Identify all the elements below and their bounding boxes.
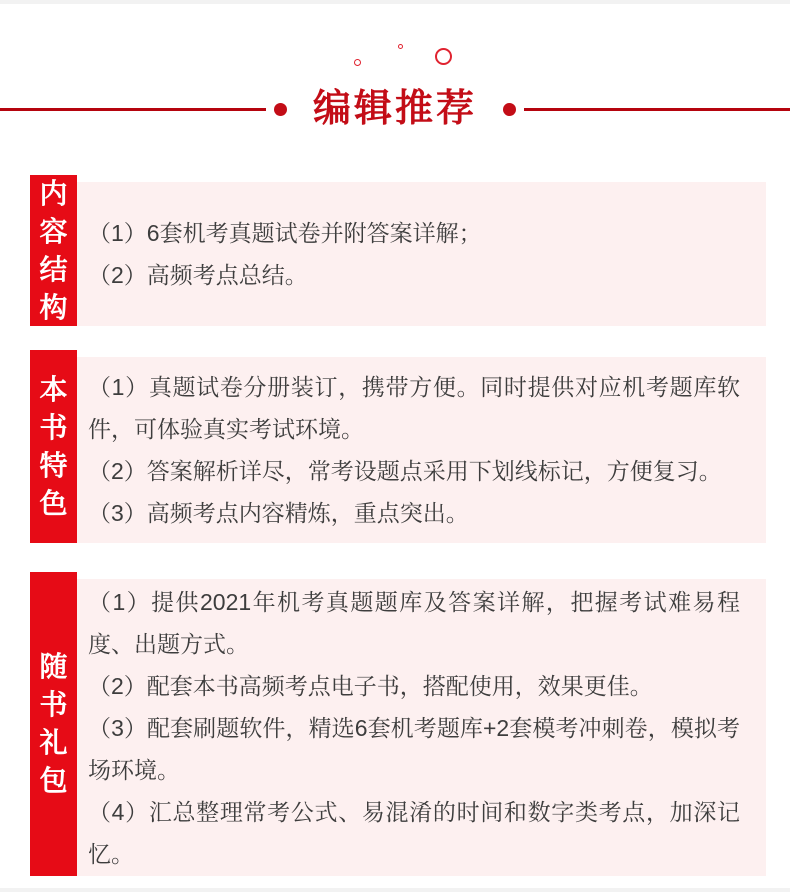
section-gift-package — [30, 579, 766, 876]
page-title: 编辑推荐 — [313, 88, 478, 130]
title-rule-right — [524, 108, 790, 111]
paragraph: （1）6套机考真题试卷并附答案详解； — [88, 220, 482, 246]
paragraph: （1）真题试卷分册装订，携带方便。同时提供对应机考题库软件，可体验真实考试环境。 — [88, 374, 740, 442]
paragraph: （2）配套本书高频考点电子书，搭配使用，效果更佳。 — [88, 672, 653, 699]
top-edge-strip — [0, 0, 790, 4]
section-book-features — [30, 357, 766, 543]
paragraph: （4）汇总整理常考公式、易混淆的时间和数字类考点，加深记忆。 — [88, 798, 740, 867]
decor-dot-icon — [398, 44, 403, 49]
section-tab-book-features: 本书特色 — [30, 350, 77, 543]
paragraph: （3）配套刷题软件，精选6套机考题库+2套模考冲刺卷，模拟考场环境。 — [88, 714, 740, 783]
paragraph: （2）答案解析详尽，常考设题点采用下划线标记，方便复习。 — [88, 458, 722, 484]
section-tab-gift-package: 随书礼包 — [30, 572, 77, 876]
section-tab-content-structure: 内容结构 — [30, 175, 77, 326]
paragraph: （3）高频考点内容精炼，重点突出。 — [88, 500, 469, 526]
decor-large-circle-icon — [435, 48, 452, 65]
section-content-structure — [30, 177, 766, 326]
bottom-edge-strip — [0, 888, 790, 892]
section-body-content-structure — [30, 182, 766, 326]
section-body-book-features — [30, 357, 766, 543]
title-dot-right-icon — [503, 103, 516, 116]
paragraph: （1）提供2021年机考真题题库及答案详解，把握考试难易程度、出题方式。 — [88, 588, 740, 657]
section-body-gift-package — [30, 579, 766, 876]
decor-small-circle-icon — [354, 59, 361, 66]
title-rule-left — [0, 108, 266, 111]
title-banner — [0, 87, 790, 131]
title-dot-left-icon — [274, 103, 287, 116]
paragraph: （2）高频考点总结。 — [88, 262, 308, 288]
